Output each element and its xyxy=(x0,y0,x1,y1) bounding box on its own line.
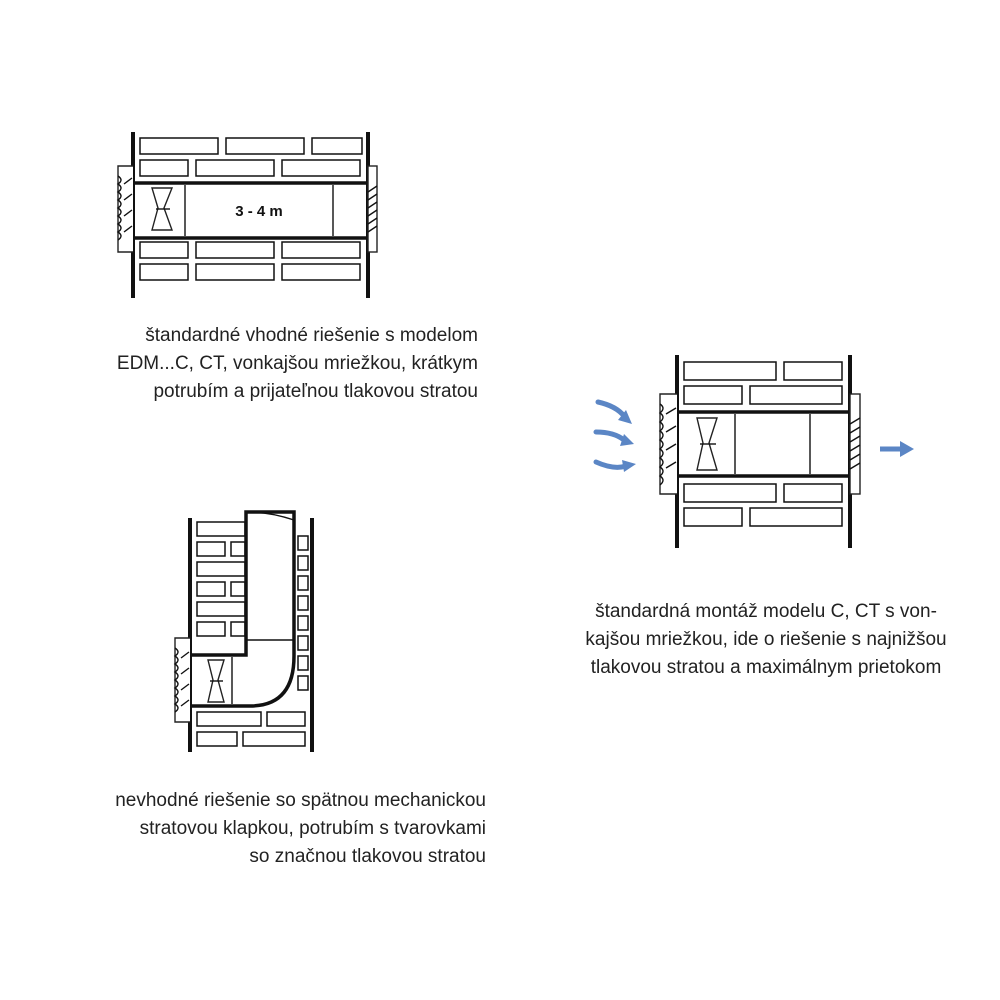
diagram-standard-mount xyxy=(596,355,914,548)
external-grille-icon xyxy=(118,166,133,252)
fan-icon xyxy=(152,188,172,230)
caption-line: nevhodné riešenie so spätnou mechanickou xyxy=(115,790,486,811)
diagram-short-duct xyxy=(118,132,377,298)
external-grille-icon xyxy=(175,638,190,722)
fan-icon xyxy=(208,660,224,702)
caption-line: tlakovou stratou a maximálnym prietokom xyxy=(590,657,942,678)
caption-line: kajšou mriežkou, ide o riešenie s najnižšou xyxy=(585,629,947,650)
wall-bricks-upper xyxy=(684,362,842,404)
external-grille-icon xyxy=(660,394,677,494)
inner-grille-icon xyxy=(368,166,377,252)
wall-bricks-lower xyxy=(140,242,360,280)
caption-line: EDM...C, CT, vonkajšou mriežkou, krátkym xyxy=(116,353,478,374)
airflow-in-arrows xyxy=(596,402,636,472)
caption-line: potrubím a prijateľnou tlakovou stratou xyxy=(153,381,478,402)
wall-bricks-lower xyxy=(684,484,842,526)
duct-length-label: 3 - 4 m xyxy=(235,203,283,220)
diagram-elbow-duct xyxy=(175,512,312,752)
caption-bottom xyxy=(30,787,486,871)
caption-line: štandardné vhodné riešenie s modelom xyxy=(145,325,478,346)
caption-line: so značnou tlakovou stratou xyxy=(249,846,486,867)
inner-grille-icon xyxy=(850,394,860,494)
caption-top xyxy=(40,322,478,406)
duct-elbow xyxy=(190,656,294,706)
caption-line: štandardná montáž modelu C, CT s von- xyxy=(595,601,937,622)
fan-icon xyxy=(697,418,717,470)
wall-bricks-upper xyxy=(140,138,362,176)
wall-bricks xyxy=(197,522,308,746)
caption-line: stratovou klapkou, potrubím s tvarovkami xyxy=(139,818,486,839)
caption-right xyxy=(548,598,984,682)
airflow-out-arrow xyxy=(880,441,914,457)
